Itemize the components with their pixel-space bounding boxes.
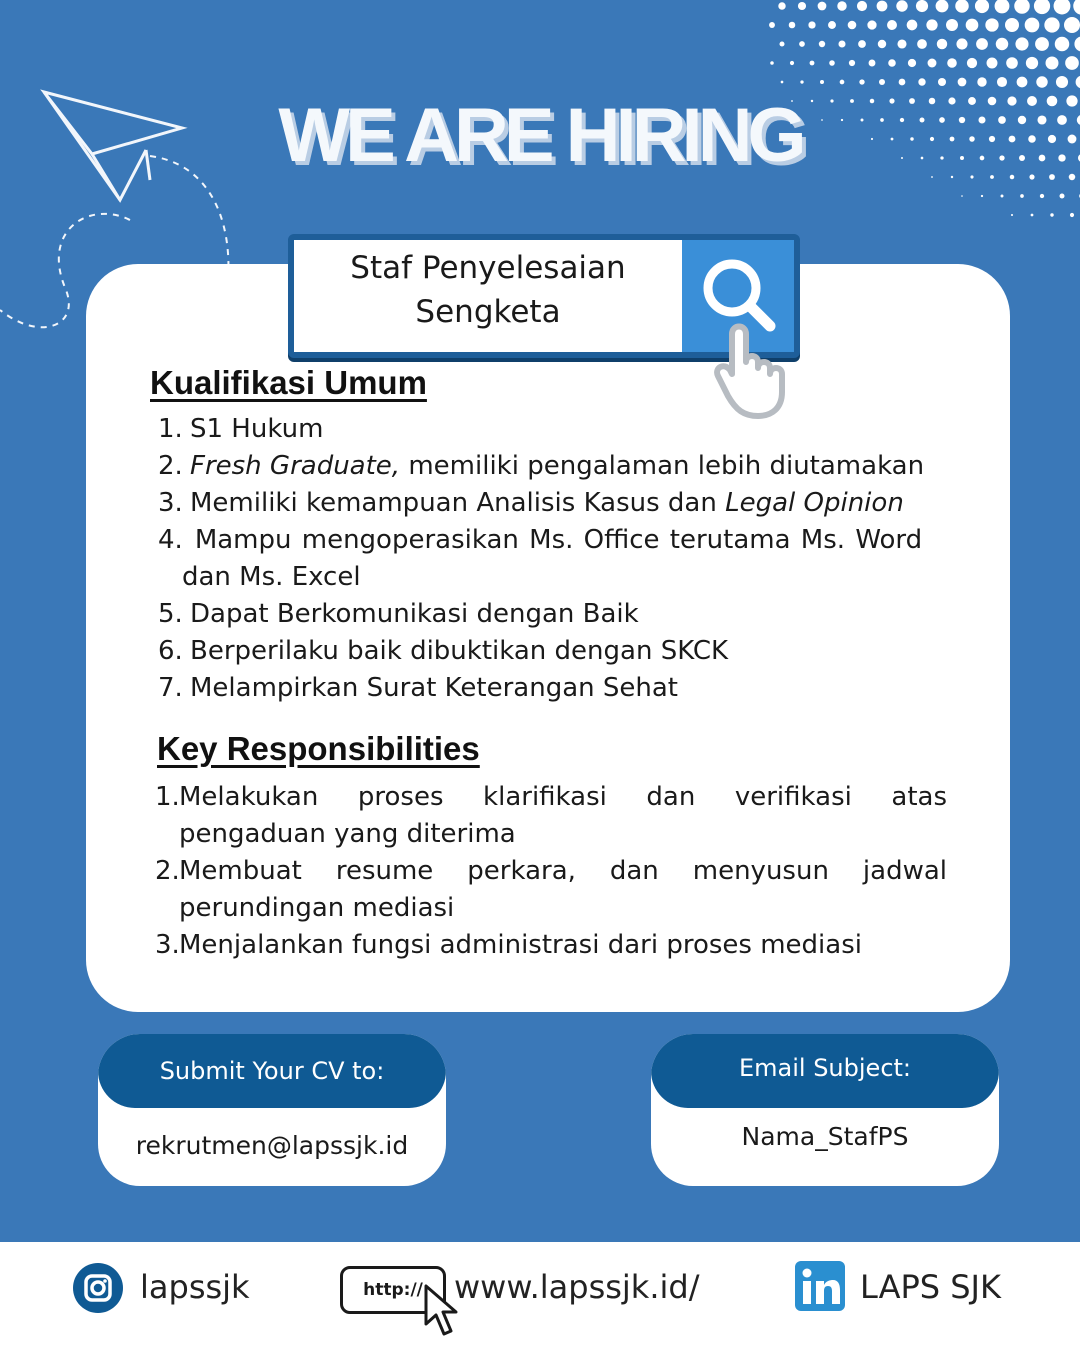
email-subject-label: Email Subject: bbox=[651, 1034, 999, 1108]
page-headline: WE ARE HIRING bbox=[278, 93, 802, 178]
list-item bbox=[155, 927, 947, 964]
submit-cv-label: Submit Your CV to: bbox=[98, 1034, 446, 1108]
instagram-icon[interactable] bbox=[72, 1262, 124, 1314]
responsibilities-list bbox=[155, 779, 947, 964]
list-item bbox=[158, 596, 950, 633]
website-link[interactable]: www.lapssjk.id/ bbox=[454, 1268, 700, 1306]
item-text: S1 Hukum bbox=[190, 414, 324, 444]
item-number: 3. bbox=[158, 488, 183, 518]
responsibilities-title: Key Responsibilities bbox=[157, 730, 480, 767]
list-item bbox=[155, 779, 947, 853]
item-number: 4. bbox=[158, 525, 183, 555]
item-text-line-2: perundingan mediasi bbox=[179, 893, 455, 923]
item-emphasis: Fresh Graduate, bbox=[190, 451, 401, 481]
qualifications-list bbox=[158, 411, 950, 707]
linkedin-name[interactable]: LAPS SJK bbox=[860, 1268, 1001, 1306]
item-text: memiliki pengalaman lebih diutamakan bbox=[400, 451, 925, 481]
list-item bbox=[158, 670, 950, 707]
item-number: 1. bbox=[155, 782, 180, 812]
list-item bbox=[158, 448, 950, 485]
email-subject-value: Nama_StafPS bbox=[741, 1122, 909, 1151]
item-number: 5. bbox=[158, 599, 183, 629]
item-number: 2. bbox=[158, 451, 183, 481]
item-text: Melakukan proses klarifikasi dan verifikasi atas bbox=[179, 782, 947, 812]
item-emphasis: Legal Opinion bbox=[725, 488, 904, 518]
email-subject-box bbox=[651, 1034, 999, 1186]
list-item bbox=[155, 853, 947, 927]
item-text: Dapat Berkomunikasi dengan Baik bbox=[190, 599, 639, 629]
item-number: 1. bbox=[158, 414, 183, 444]
http-badge-text: http:// bbox=[363, 1280, 423, 1300]
item-text-line-2: pengaduan yang diterima bbox=[179, 819, 516, 849]
submit-cv-email[interactable]: rekrutmen@lapssjk.id bbox=[135, 1131, 409, 1160]
list-item bbox=[158, 633, 950, 670]
job-title-line-1: Staf Penyelesaian bbox=[350, 250, 626, 286]
item-text: Menjalankan fungsi administrasi dari proses mediasi bbox=[179, 930, 862, 960]
item-text: Mampu mengoperasikan Ms. Office terutama Ms. Word bbox=[194, 525, 923, 555]
job-title-line-2: Sengketa bbox=[415, 294, 561, 330]
item-text: Berperilaku baik dibuktikan dengan SKCK bbox=[190, 636, 729, 666]
item-number: 7. bbox=[158, 673, 183, 703]
item-number: 3. bbox=[155, 930, 180, 960]
item-number: 6. bbox=[158, 636, 183, 666]
submit-cv-box bbox=[98, 1034, 446, 1186]
item-line-1 bbox=[158, 522, 950, 559]
list-item bbox=[158, 411, 950, 448]
item-number: 2. bbox=[155, 856, 180, 886]
linkedin-icon[interactable] bbox=[794, 1260, 846, 1312]
item-text: Melampirkan Surat Keterangan Sehat bbox=[190, 673, 678, 703]
item-text: Membuat resume perkara, dan menyusun jadwal bbox=[179, 856, 947, 886]
footer bbox=[0, 1242, 1080, 1350]
job-title bbox=[294, 246, 682, 334]
qualifications-title: Kualifikasi Umum bbox=[150, 364, 427, 401]
list-item bbox=[158, 485, 950, 522]
instagram-handle[interactable]: lapssjk bbox=[140, 1268, 250, 1306]
item-text-line-2: dan Ms. Excel bbox=[182, 562, 361, 592]
hand-pointer-icon bbox=[710, 318, 810, 422]
item-text: Memiliki kemampuan Analisis Kasus dan bbox=[190, 488, 726, 518]
list-item bbox=[158, 522, 950, 596]
